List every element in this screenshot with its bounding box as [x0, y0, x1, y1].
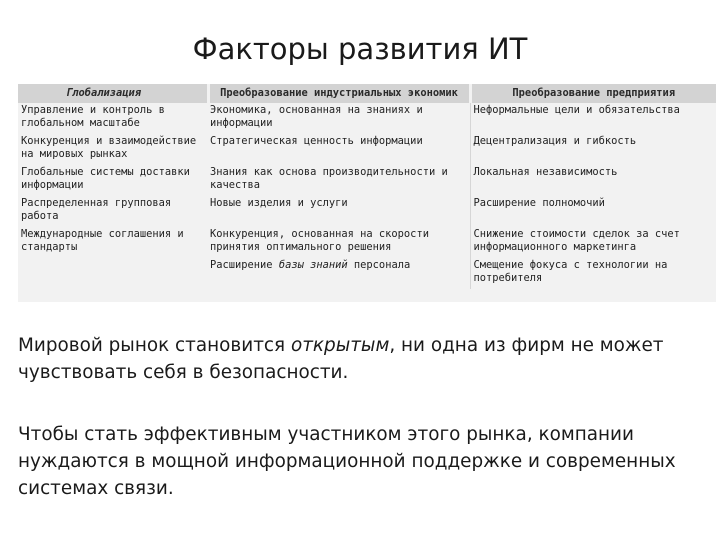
table-row: [18, 258, 716, 289]
table-row: [18, 165, 716, 196]
table-row: [18, 227, 716, 258]
paragraph-emphasis: открытым: [290, 335, 390, 356]
table-cell: Знания как основа производительности и качества: [210, 166, 448, 191]
table-row: [18, 196, 716, 227]
table-cell: Снижение стоимости сделок за счет информационного маркетинга: [470, 227, 716, 258]
paragraph-text: , ни одна из фирм не может чувствовать себя в безопасности.: [18, 335, 664, 383]
table-body: [18, 103, 716, 289]
header-industrial-transformation: Преобразование индустриальных экономик: [208, 84, 470, 103]
paragraph-text: Мировой рынок становится: [18, 335, 291, 356]
table-cell: Международные соглашения и стандарты: [21, 228, 184, 253]
table-cell: [18, 258, 208, 289]
table-cell: Стратегическая ценность информации: [210, 135, 423, 147]
table-row: [18, 103, 716, 134]
table-cell-knowledge-base: [208, 258, 470, 289]
table-cell: Управление и контроль в глобальном масштабе: [21, 104, 165, 129]
table-cell: Экономика, основанная на знаниях и информации: [210, 104, 423, 129]
cell-text: персонала: [347, 259, 411, 271]
table-cell: Смещение фокуса с технологии на потребителя: [470, 258, 716, 289]
cell-text: Расширение: [210, 259, 279, 271]
table-cell: Конкуренция и взаимодействие на мировых рынках: [21, 135, 197, 160]
table-cell: Распределенная групповая работа: [21, 197, 172, 222]
paragraph-open-market: [18, 332, 698, 386]
cell-emphasis: базы знаний: [278, 259, 348, 271]
factors-table-grid: [18, 84, 716, 289]
table-cell: Децентрализация и гибкость: [470, 134, 716, 165]
table-cell: Конкуренция, основанная на скорости принятия оптимального решения: [210, 228, 429, 253]
table-cell: Расширение полномочий: [470, 196, 716, 227]
paragraph-info-support: Чтобы стать эффективным участником этого рынка, компании нуждаются в мощной информационной поддержке и современных системах связи.: [18, 424, 676, 499]
table-row: [18, 134, 716, 165]
header-globalization: Глобализация: [18, 84, 208, 103]
table-cell: Локальная независимость: [470, 165, 716, 196]
header-enterprise-transformation: Преобразование предприятия: [470, 84, 716, 103]
factors-table: [18, 84, 716, 302]
table-cell: Новые изделия и услуги: [210, 197, 348, 209]
table-cell: Глобальные системы доставки информации: [21, 166, 190, 191]
slide-title: Факторы развития ИТ: [192, 32, 528, 66]
table-cell: Неформальные цели и обязательства: [470, 103, 716, 134]
table-header-row: [18, 84, 716, 103]
